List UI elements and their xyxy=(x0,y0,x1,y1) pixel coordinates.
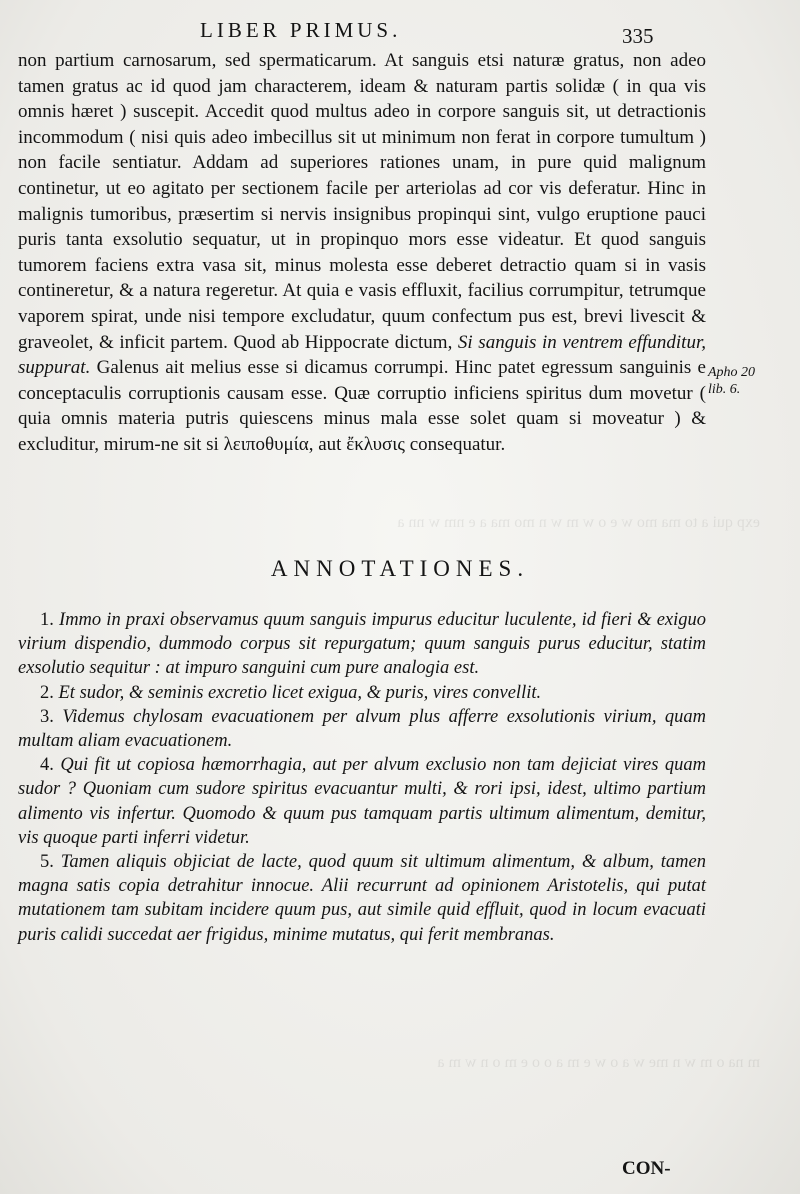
annotation-number: 5. xyxy=(40,852,54,873)
catchword: CON- xyxy=(622,1158,671,1179)
margin-note-line: Apho 20 xyxy=(708,365,756,380)
annotation-text: Immo in praxi observamus quum sanguis impurus educitur luculente, id fieri & exiguo virium dispendio, dummodo corpus sit repurgatum; quum sanguis purus educitur, statim exsolutio sequitur : at impuro sanguini cum pure analogia est. xyxy=(18,610,706,679)
running-title: LIBER PRIMUS. xyxy=(200,18,402,42)
annotations-list xyxy=(18,608,706,947)
annotation-item xyxy=(18,753,706,850)
annotation-number: 3. xyxy=(40,706,54,727)
annotation-text: Tamen aliquis objiciat de lacte, quod quum sit ultimum alimentum, & album, tamen magna satis copia detrahitur innocue. Alii recurrunt ad opinionem Aristotelis, qui putat mutationem tam subitam incidere quum pus, aut simile quid effluit, quod in locum evacuati puris calidi succedat aer frigidus, minime mutatus, qui ferit membranas. xyxy=(18,852,706,945)
annotation-number: 4. xyxy=(40,755,54,776)
annotation-item xyxy=(18,608,706,681)
annotation-text: Qui fit ut copiosa hæmorrhagia, aut per alvum exclusio non tam dejiciat vires quam sudor ? Quoniam cum sudore spiritus evacuantur multi, & rori ipsi, idest, ultimo partium alimento vis infertur. Quomodo & quum pus tamquam partis ultimum alimentum, demitur, vis quoque parti inferri videtur. xyxy=(18,755,706,848)
page-number: 335 xyxy=(622,24,654,48)
annotation-text: Videmus chylosam evacuationem per alvum plus afferre exsolutionis virium, quam multam aliam evacuationem. xyxy=(18,706,706,752)
main-text xyxy=(18,48,706,458)
main-paragraph: non partium carnosarum, sed spermaticarum. At sanguis etsi naturæ gratus, non adeo tamen gratus ac id quod jam characterem, ideam & naturam partis solidæ ( in qua vis omnis hæret ) suscepit. Accedit quod multus adeo in corpore sanguis sit, ut detractionis incommodum ( nisi quis adeo imbecillus sit ut minimum non ferat in corpore tumultum ) non facile sentiatur. Addam ad superiores rationes unam, in pure quid malignum continetur, ut eo agitato per sectionem facile per arteriolas ad cor vis deferatur. Hinc in malignis tumoribus, præsertim si nervis insignibus propinqui sint, vulgo eruptione pauci puris tanta exsolutio sequatur, ut in propinquo mors esse videatur. Et quod sanguis tumorem faciens extra vasa sit, minus molesta esse deberet detractio quam si in vasis contineretur, & a natura regeretur. At quia e vasis effluxit, facilius corrumpitur, tetrumque vaporem spirat, unde nisi tempore excludatur, quum confectum pus est, brevi livescit & graveolet, & inficit partem. Quod ab Hippocrate dictum, Si sanguis in ventrem effunditur, suppurat. Galenus ait melius esse si dicamus corrumpi. Hinc patet egressum sanguinis e conceptaculis corruptionis causam esse. Quæ corruptio inficiens spiritus dum movetur ( quia omnis materia putris quiescens minus mala esse solet quam si moveatur ) & excluditur, mirum-ne sit si λειποθυμία, aut ἔκλυσις consequatur. xyxy=(18,50,706,455)
text-before-quote: non partium carnosarum, sed spermaticarum. At sanguis etsi naturæ gratus, non adeo tamen gratus ac id quod jam characterem, ideam & naturam partis solidæ ( in qua vis omnis hæret ) suscepit. Accedit quod multus adeo in corpore sanguis sit, ut detractionis incommodum ( nisi quis adeo imbecillus sit ut minimum non ferat in corpore tumultum ) non facile sentiatur. Addam ad superiores rationes unam, in pure quid malignum continetur, ut eo agitato per sectionem facile per arteriolas ad cor vis deferatur. Hinc in malignis tumoribus, præsertim si nervis insignibus propinqui sint, vulgo eruptione pauci puris tanta exsolutio sequatur, ut in propinquo mors esse videatur. Et quod sanguis tumorem faciens extra vasa sit, minus molesta esse deberet detractio quam si in vasis contineretur, & a natura regeretur. At quia e vasis effluxit, facilius corrumpitur, tetrumque vaporem spirat, unde nisi tempore excludatur, quum confectum pus est, brevi livescit & graveolet, & inficit partem. Quod ab Hippocrate dictum, xyxy=(18,50,706,353)
margin-note xyxy=(708,364,778,398)
bleed-through-text: m na o m w n me w a o w e m a o o e m o n w m a xyxy=(437,1054,760,1071)
bleed-through-text: exp qui a to ma mo w e o w m w n mo ma a e nm w nn a xyxy=(397,514,760,531)
annotation-item xyxy=(18,705,706,753)
page-header xyxy=(0,18,800,48)
margin-note-line: lib. 6. xyxy=(708,382,741,397)
greek-word-lipothymia: λειποθυμία xyxy=(223,433,309,455)
annotation-item xyxy=(18,681,706,705)
hippocrates-quote: Si sanguis in ventrem effunditur, suppurat. xyxy=(18,331,706,379)
greek-connector: aut xyxy=(318,433,342,455)
annotation-number: 1. xyxy=(40,610,54,630)
annotation-text: Et sudor, & seminis excretio licet exigua, & puris, vires convellit. xyxy=(58,682,542,703)
section-heading: ANNOTATIONES. xyxy=(270,556,530,581)
text-after-quote: Galenus ait melius esse si dicamus corrumpi. Hinc patet egressum sanguinis e conceptaculis corruptionis causam esse. Quæ corruptio inficiens spiritus dum movetur ( quia omnis materia putris quiescens minus mala esse solet quam si moveatur ) & excluditur, mirum-ne sit si xyxy=(18,357,706,455)
text-ending: consequatur. xyxy=(409,433,506,455)
greek-word-eklysis: ἔκλυσις xyxy=(346,433,405,455)
annotation-number: 2. xyxy=(40,682,54,703)
annotation-item xyxy=(18,850,706,947)
